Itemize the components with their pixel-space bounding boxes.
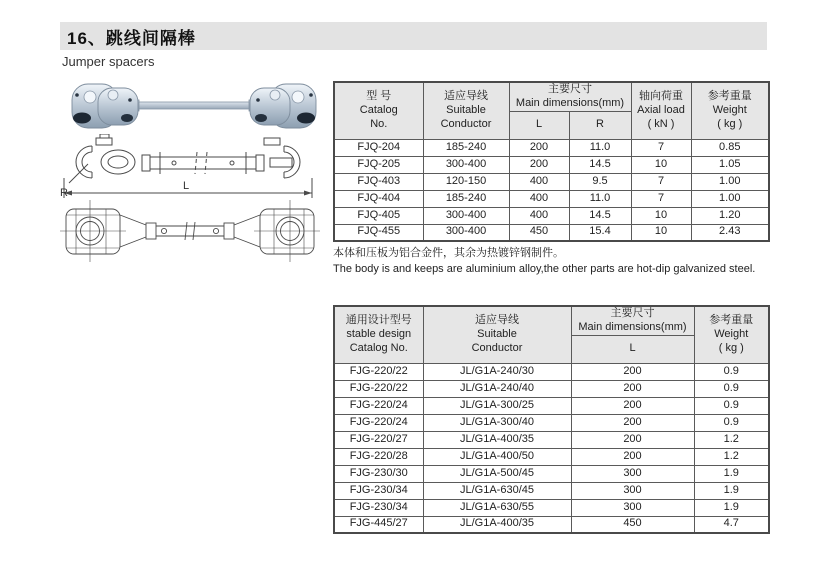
table-cell: 185-240 — [423, 139, 509, 156]
col-header-weight: 参考重量 Weight ( kg ) — [691, 82, 769, 139]
table-cell: 200 — [571, 431, 694, 448]
table-cell: FJG-230/34 — [334, 499, 423, 516]
table-cell: FJQ-404 — [334, 190, 423, 207]
table-cell: 0.9 — [694, 380, 769, 397]
table-cell: 200 — [571, 380, 694, 397]
table-cell: 300 — [571, 482, 694, 499]
col-header-catalog: 型 号 Catalog No. — [334, 82, 423, 139]
col-header-dim-l: L — [509, 111, 569, 139]
table-row — [334, 516, 769, 533]
page-subtitle: Jumper spacers — [62, 54, 155, 69]
table-cell: 7 — [631, 173, 691, 190]
col-header-stable-design: 通用设计型号 stable design Catalog No. — [334, 306, 423, 363]
col-header-conductor: 适应导线 Suitable Conductor — [423, 82, 509, 139]
table-cell: 1.20 — [691, 207, 769, 224]
table-cell: 200 — [571, 397, 694, 414]
table-cell: 0.85 — [691, 139, 769, 156]
table-cell: 10 — [631, 156, 691, 173]
table-cell: JL/G1A-240/30 — [423, 363, 571, 380]
col-header-conductor: 适应导线 Suitable Conductor — [423, 306, 571, 363]
table-row — [334, 173, 769, 190]
table-row — [334, 465, 769, 482]
table-cell: 7 — [631, 190, 691, 207]
table-row — [334, 190, 769, 207]
table-cell: JL/G1A-300/40 — [423, 414, 571, 431]
table-cell: 9.5 — [569, 173, 631, 190]
table-cell: FJG-220/22 — [334, 363, 423, 380]
table-cell: JL/G1A-630/45 — [423, 482, 571, 499]
table-row — [334, 482, 769, 499]
spacer-rod — [132, 102, 256, 109]
table-cell: 7 — [631, 139, 691, 156]
table-cell: 0.9 — [694, 363, 769, 380]
table-cell: 1.05 — [691, 156, 769, 173]
table-cell: FJQ-205 — [334, 156, 423, 173]
table-cell: 4.7 — [694, 516, 769, 533]
fjq-table-body — [334, 139, 769, 241]
jumper-spacer-drawing-dimensioned — [56, 134, 320, 200]
section-title-bar — [60, 22, 767, 50]
table-cell: 1.00 — [691, 173, 769, 190]
table-cell: FJG-230/34 — [334, 482, 423, 499]
table-cell: 200 — [509, 139, 569, 156]
col-header-dim-l: L — [571, 335, 694, 363]
table-cell: 200 — [571, 414, 694, 431]
table-cell: 300-400 — [423, 207, 509, 224]
left-clamp — [72, 84, 138, 128]
col-header-main-dimensions: 主要尺寸 Main dimensions(mm) — [571, 306, 694, 335]
table-cell: FJG-230/30 — [334, 465, 423, 482]
col-header-weight: 参考重量 Weight ( kg ) — [694, 306, 769, 363]
table-cell: 1.9 — [694, 482, 769, 499]
table-cell: FJG-220/28 — [334, 448, 423, 465]
table-row — [334, 431, 769, 448]
table-cell: FJG-220/22 — [334, 380, 423, 397]
table-cell: JL/G1A-240/40 — [423, 380, 571, 397]
right-clamp — [250, 84, 316, 128]
table-cell: JL/G1A-400/35 — [423, 516, 571, 533]
table-cell: 300-400 — [423, 156, 509, 173]
dimension-r-label: R — [60, 187, 68, 199]
table-cell: FJG-220/24 — [334, 397, 423, 414]
table-cell: 200 — [509, 156, 569, 173]
table-cell: 10 — [631, 207, 691, 224]
table-row — [334, 380, 769, 397]
table-cell: JL/G1A-630/55 — [423, 499, 571, 516]
table-cell: 14.5 — [569, 207, 631, 224]
material-note-en: The body is and keeps are aluminium alloy,the other parts are hot-dip galvanized steel. — [333, 262, 756, 275]
col-header-axial-load: 轴向荷重 Axial load ( kN ) — [631, 82, 691, 139]
table-cell: 0.9 — [694, 414, 769, 431]
table-cell: 400 — [509, 207, 569, 224]
fjq-spec-table — [333, 81, 770, 242]
table-cell: 185-240 — [423, 190, 509, 207]
jumper-spacer-drawing-second-type — [60, 200, 320, 262]
table-row — [334, 448, 769, 465]
table-cell: 450 — [571, 516, 694, 533]
table-cell: 1.00 — [691, 190, 769, 207]
table-cell: FJG-220/27 — [334, 431, 423, 448]
table-row — [334, 397, 769, 414]
page-title: 16、跳线间隔棒 — [67, 28, 196, 48]
table-cell: 1.9 — [694, 465, 769, 482]
col-header-main-dimensions: 主要尺寸 Main dimensions(mm) — [509, 82, 631, 111]
table-cell: JL/G1A-400/50 — [423, 448, 571, 465]
table-cell: FJQ-204 — [334, 139, 423, 156]
table-cell: 14.5 — [569, 156, 631, 173]
fjg-table-body — [334, 363, 769, 533]
table-row — [334, 499, 769, 516]
material-note-zh: 本体和压板为铝合金件，其余为热镀锌钢制件。 — [333, 247, 564, 259]
table-cell: 300-400 — [423, 224, 509, 241]
material-note — [333, 246, 803, 278]
table-cell: FJQ-455 — [334, 224, 423, 241]
table-cell: JL/G1A-400/35 — [423, 431, 571, 448]
table-cell: FJQ-405 — [334, 207, 423, 224]
dimension-l-label: L — [182, 180, 190, 192]
table-row — [334, 139, 769, 156]
table-row — [334, 156, 769, 173]
table-cell: JL/G1A-300/25 — [423, 397, 571, 414]
table-cell: FJG-220/24 — [334, 414, 423, 431]
table-cell: FJG-445/27 — [334, 516, 423, 533]
table-row — [334, 207, 769, 224]
table-cell: 300 — [571, 499, 694, 516]
table-cell: 400 — [509, 190, 569, 207]
table-cell: 200 — [571, 448, 694, 465]
table-cell: 10 — [631, 224, 691, 241]
table-row — [334, 224, 769, 241]
table-row — [334, 414, 769, 431]
jumper-spacer-photo — [70, 78, 318, 134]
table-cell: 2.43 — [691, 224, 769, 241]
table-cell: 400 — [509, 173, 569, 190]
col-header-dim-r: R — [569, 111, 631, 139]
table-cell: 0.9 — [694, 397, 769, 414]
table-cell: 11.0 — [569, 139, 631, 156]
table-cell: FJQ-403 — [334, 173, 423, 190]
table-cell: 300 — [571, 465, 694, 482]
table-cell: 1.2 — [694, 448, 769, 465]
table-cell: JL/G1A-500/45 — [423, 465, 571, 482]
table-cell: 200 — [571, 363, 694, 380]
fjg-spec-table — [333, 305, 770, 534]
table-row — [334, 363, 769, 380]
table-cell: 11.0 — [569, 190, 631, 207]
table-cell: 15.4 — [569, 224, 631, 241]
table-cell: 1.2 — [694, 431, 769, 448]
table-cell: 120-150 — [423, 173, 509, 190]
table-cell: 450 — [509, 224, 569, 241]
table-cell: 1.9 — [694, 499, 769, 516]
